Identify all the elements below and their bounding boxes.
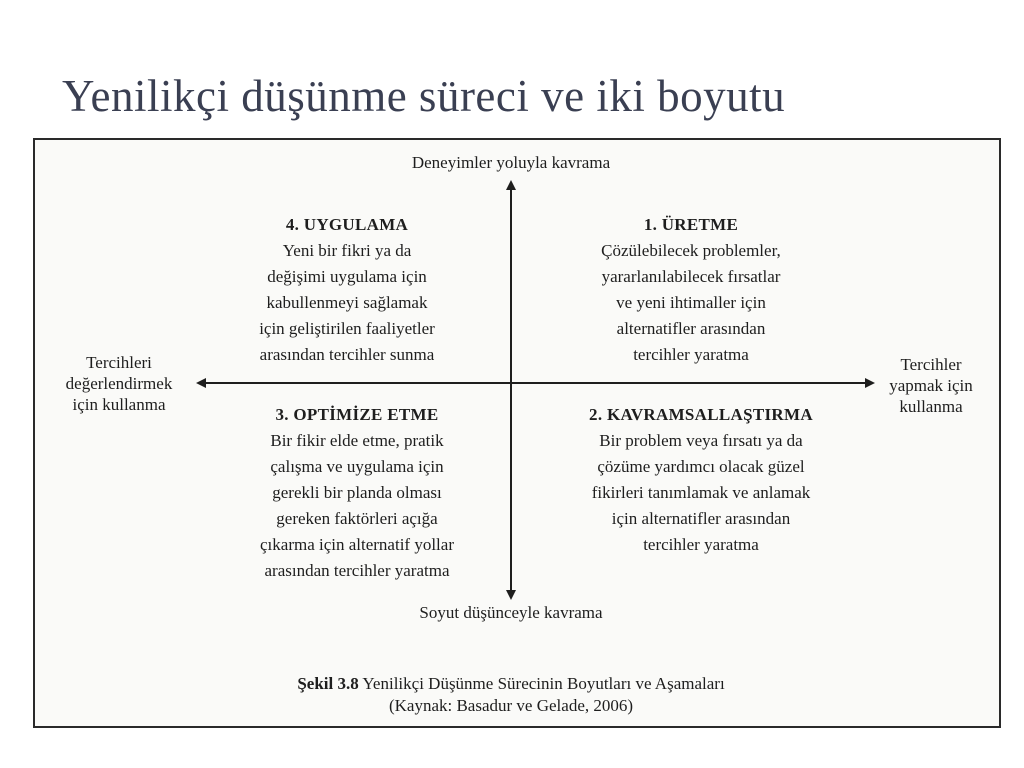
quadrant-line: arasından tercihler sunma: [259, 345, 435, 364]
quadrant-line: alternatifler arasından: [616, 319, 766, 338]
quadrant-line: için geliştirilen faaliyetler: [259, 319, 435, 338]
slide-title: Yenilikçi düşünme süreci ve iki boyutu: [62, 71, 786, 121]
axis-left-line: için kullanma: [72, 395, 166, 414]
quadrant-kavramsallastirma: [531, 402, 871, 558]
quadrant-line: kabullenmeyi sağlamak: [266, 293, 428, 312]
caption-label: Şekil 3.8: [297, 674, 359, 693]
quadrant-line: gereken faktörleri açığa: [276, 509, 438, 528]
caption-source: (Kaynak: Basadur ve Gelade, 2006): [388, 696, 634, 715]
axis-left-line: Tercihleri: [86, 353, 152, 372]
quadrant-line: tercihler yaratma: [633, 345, 749, 364]
quadrant-line: yararlanılabilecek fırsatlar: [601, 267, 781, 286]
quadrant-optimize-etme: [207, 402, 507, 584]
quadrant-title: 3. OPTİMİZE ETME: [275, 405, 439, 424]
quadrant-line: arasından tercihler yaratma: [264, 561, 450, 580]
axis-label-bottom: Soyut düşünceyle kavrama: [419, 603, 603, 622]
axis-label-left: [39, 352, 199, 415]
axis-right-line: kullanma: [899, 397, 963, 416]
quadrant-line: ve yeni ihtimaller için: [616, 293, 766, 312]
quadrant-line: çalışma ve uygulama için: [270, 457, 444, 476]
axis-label-right: [871, 354, 991, 417]
quadrant-line: Bir fikir elde etme, pratik: [270, 431, 444, 450]
quadrant-line: tercihler yaratma: [643, 535, 759, 554]
axis-right-line: Tercihler: [900, 355, 962, 374]
figure-caption: [211, 673, 811, 717]
quadrant-title: 2. KAVRAMSALLAŞTIRMA: [589, 405, 813, 424]
quadrant-line: Yeni bir fikri ya da: [282, 241, 412, 260]
quadrant-uygulama: [207, 212, 487, 368]
quadrant-title: 1. ÜRETME: [643, 215, 739, 234]
axis-left-line: değerlendirmek: [65, 374, 173, 393]
quadrant-line: Bir problem veya fırsatı ya da: [599, 431, 803, 450]
diagram-figure: [33, 138, 1001, 728]
quadrant-line: fikirleri tanımlamak ve anlamak: [591, 483, 811, 502]
quadrant-line: gerekli bir planda olması: [272, 483, 442, 502]
quadrant-line: değişimi uygulama için: [267, 267, 427, 286]
quadrant-line: Çözülebilecek problemler,: [601, 241, 781, 260]
caption-text: Yenilikçi Düşünme Sürecinin Boyutları ve Aşamaları: [362, 674, 725, 693]
quadrant-line: çıkarma için alternatif yollar: [260, 535, 454, 554]
quadrant-line: için alternatifler arasından: [611, 509, 791, 528]
quadrant-uretme: [531, 212, 851, 368]
quadrant-title: 4. UYGULAMA: [285, 215, 409, 234]
axis-right-line: yapmak için: [889, 376, 973, 395]
axis-label-top: Deneyimler yoluyla kavrama: [411, 153, 611, 172]
quadrant-line: çözüme yardımcı olacak güzel: [597, 457, 805, 476]
